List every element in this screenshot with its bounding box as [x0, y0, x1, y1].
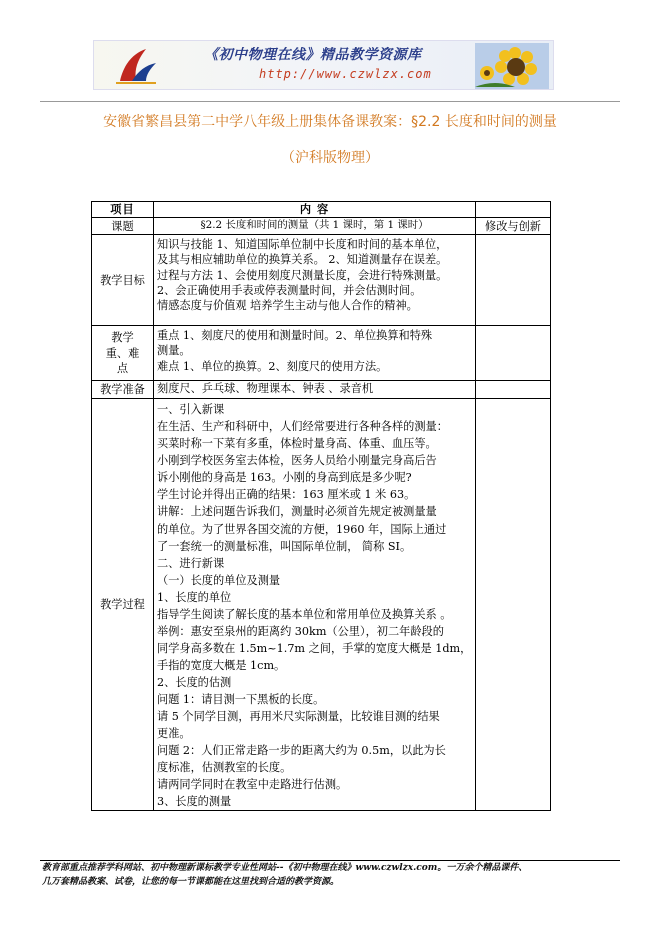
content-line: 刻度尺、乒乓球、物理课本、钟表 、录音机	[157, 382, 374, 396]
content-line: 学生讨论并得出正确的结果：163 厘米或 1 米 63。	[157, 488, 416, 502]
content-line: 3、长度的测量	[157, 795, 232, 809]
content-line: 二、进行新课	[157, 556, 225, 570]
header-edit	[476, 202, 551, 218]
content-line: 的单位。为了世界各国交流的方便，1960 年，国际上通过	[157, 522, 447, 536]
row-content	[154, 381, 476, 399]
site-logo-icon	[114, 45, 158, 85]
content-line: 问题 2：人们正常走路一步的距离大约为 0.5m，以此为长	[157, 744, 446, 758]
footer-line: 几万套精品教案、试卷，让您的每一节课都能在这里找到合适的教学资源。	[42, 876, 340, 887]
content-line: 了一套统一的测量标准，叫国际单位制， 简称 SI。	[157, 539, 412, 553]
content-line: 测量。	[157, 344, 191, 358]
row-note	[476, 381, 551, 399]
content-line: 重点 1、刻度尺的使用和测量时间。2、单位换算和特殊	[157, 329, 433, 343]
header-rule	[40, 101, 620, 102]
content-line: 诉小刚他的身高是 163。小刚的身高到底是多少呢?	[157, 471, 412, 485]
footer-rule	[40, 860, 620, 861]
row-label: 课题	[92, 218, 154, 235]
banner-url[interactable]: http://www.czwlzx.com	[259, 67, 432, 81]
sunflower-icon	[475, 43, 549, 89]
content-line: 小刚到学校医务室去体检，医务人员给小刚量完身高后告	[157, 454, 437, 468]
content-line: 情感态度与价值观 培养学生主动与他人合作的精神。	[157, 299, 418, 313]
content-line: 手指的宽度大概是 1cm。	[157, 658, 286, 672]
header-item: 项目	[92, 202, 154, 218]
row-note	[476, 326, 551, 381]
content-line: 在生活、生产和科研中，人们经常要进行各种各样的测量：	[157, 420, 448, 434]
row-label: 教学目标	[92, 235, 154, 326]
content-line: 讲解：上述问题告诉我们，测量时必须首先规定被测量量	[157, 505, 437, 519]
site-banner	[93, 40, 554, 90]
content-line: 度标准，估测教室的长度。	[157, 761, 292, 775]
content-line: 过程与方法 1、会使用刻度尺测量长度，会进行特殊测量。	[157, 268, 448, 282]
content-line: 买菜时称一下菜有多重，体检时量身高、体重、血压等。	[157, 437, 437, 451]
content-line: 2、会正确使用手表或停表测量时间，并会估测时间。	[157, 283, 422, 297]
row-content	[154, 399, 476, 811]
content-line: 问题 1：请目测一下黑板的长度。	[157, 693, 325, 706]
table-header-row	[92, 202, 551, 218]
row-content	[154, 235, 476, 326]
content-line: 更准。	[157, 727, 191, 741]
row-note	[476, 235, 551, 326]
table-row-preparation	[92, 381, 551, 399]
document-title: 安徽省繁昌县第二中学八年级上册集体备课教案：§2.2 长度和时间的测量	[103, 114, 557, 130]
content-line: 一、引入新课	[157, 403, 225, 417]
footer-line: 教育部重点推荐学科网站、初中物理新课标教学专业性网站--《初中物理在线》www.czwlzx.com。一万余个精品课件、	[42, 863, 528, 873]
table-row-process	[92, 399, 551, 811]
table-row-topic	[92, 218, 551, 235]
table-row-key-points	[92, 326, 551, 381]
content-line: 知识与技能 1、知道国际单位制中长度和时间的基本单位，	[157, 238, 448, 252]
row-note: 修改与创新	[476, 218, 551, 235]
row-content	[154, 326, 476, 381]
banner-slogan: 《初中物理在线》精品教学资源库	[204, 47, 422, 63]
lesson-plan-table	[91, 201, 551, 811]
content-line: §2.2 长度和时间的测量（共 1 课时，第 1 课时）	[200, 219, 429, 232]
content-line: （一）长度的单位及测量	[157, 573, 281, 587]
content-line: 同学身高多数在 1.5m~1.7m 之间，手掌的宽度大概是 1dm，	[157, 641, 472, 655]
content-line: 请 5 个同学目测，再用米尺实际测量，比较谁目测的结果	[157, 710, 440, 724]
content-line: 及其与相应辅助单位的换算关系。 2、知道测量存在误差。	[157, 253, 448, 267]
row-label: 教学重、难点	[92, 326, 154, 381]
content-line: 1、长度的单位	[157, 590, 232, 604]
row-note	[476, 399, 551, 811]
footer	[42, 862, 622, 889]
content-line: 举例：惠安至泉州的距离约 30km（公里），初二年龄段的	[157, 624, 444, 638]
content-line: 2、长度的估测	[157, 675, 232, 689]
content-line: 指导学生阅读了解长度的基本单位和常用单位及换算关系 。	[157, 607, 452, 621]
content-line: 难点 1、单位的换算。2、刻度尺的使用方法。	[157, 359, 388, 373]
header-content: 内 容	[154, 202, 476, 218]
content-line: 请两同学同时在教室中走路进行估测。	[157, 778, 348, 792]
table-row-objectives	[92, 235, 551, 326]
document-subtitle: （沪科版物理）	[281, 150, 379, 166]
row-label: 教学准备	[92, 381, 154, 399]
row-label: 教学过程	[92, 399, 154, 811]
row-content	[154, 218, 476, 235]
